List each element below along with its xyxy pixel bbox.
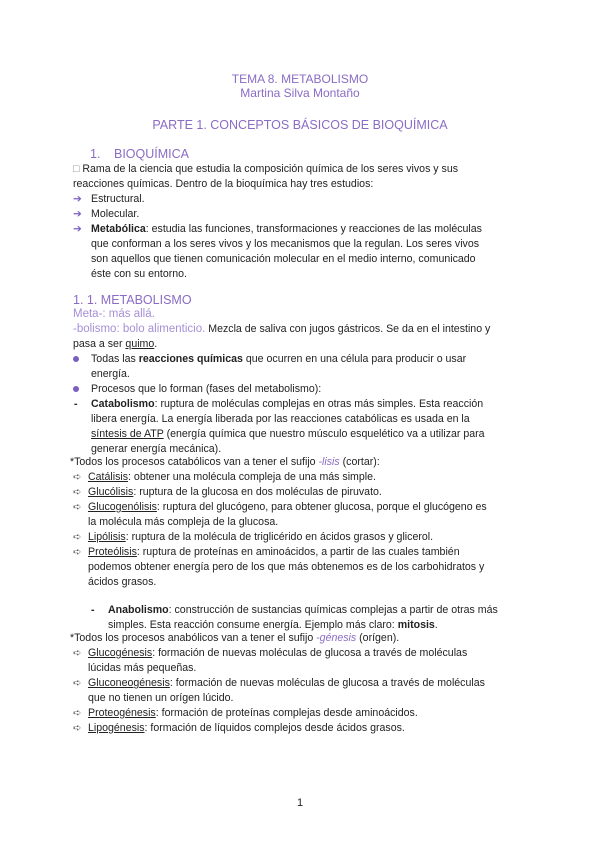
catabolismo-line2: libera energía. La energía liberada por las reacciones catabólicas es usada en la (91, 413, 470, 425)
list-item-estructural: ➔ Estructural. (73, 193, 145, 205)
section-number: 1. (90, 147, 101, 161)
meta-definition: Meta-: más allá. (73, 308, 155, 320)
intro-paragraph-line1: □ Rama de la ciencia que estudia la composición química de los seres vivos y sus (73, 163, 459, 175)
item-proteogenesis: ➪ Proteogénesis: formación de proteínas complejas desde aminoácidos. (73, 707, 418, 719)
page-number: 1 (296, 797, 304, 809)
section-title: BIOQUÍMICA (114, 147, 190, 161)
metabolica-line4: éste con su entorno. (91, 268, 187, 280)
item-catalisis: ➪ Catálisis: obtener una molécula compleja de una más simple. (73, 471, 376, 483)
item-gluconeogenesis: ➪ Gluconeogénesis: formación de nuevas moléculas de glucosa a través de moléculas (73, 677, 485, 689)
dot-item-procesos: Procesos que lo forman (fases del metabolismo): (91, 382, 526, 397)
genesis-note: *Todos los procesos anabólicos van a tener el sufijo -génesis (orígen). (70, 632, 400, 644)
item-glucogenesis: ➪ Glucogénesis: formación de nuevas moléculas de glucosa a través de moléculas (73, 647, 468, 659)
metabolica-line3: son aquellos que tienen comunicación molecular en el medio interno, comunicado (91, 253, 476, 265)
item-glucogenolisis: ➪ Glucogenólisis: ruptura del glucógeno, para obtener glucosa, porque el glucógeno es (73, 501, 487, 513)
curved-arrow-icon: ➪ (73, 502, 82, 513)
curved-arrow-icon: ➪ (73, 708, 82, 719)
item-glucogenesis-line2: lúcidas más pequeñas. (88, 662, 197, 674)
list-item-molecular: ➔ Molecular. (73, 208, 140, 220)
item-gluconeogenesis-line2: que no tienen un orígen lúcido. (88, 692, 234, 704)
curved-arrow-icon: ➪ (73, 547, 82, 558)
anabolismo-line2: simples. Esta reacción consume energía. Ejemplo más claro: mitosis. (108, 619, 438, 631)
curved-arrow-icon: ➪ (73, 472, 82, 483)
curved-arrow-icon: ➪ (73, 723, 82, 734)
document-title: TEMA 8. METABOLISMO (231, 72, 369, 86)
item-glucogenolisis-line2: la molécula más compleja de la glucosa. (88, 516, 279, 528)
metabolica-line2: que conforman a los seres vivos y los mecanismos que la regulan. Los seres vivos (91, 238, 480, 250)
catabolismo-line1: - Catabolismo: ruptura de moléculas complejas en otras más simples. Esta reacción (74, 398, 484, 410)
curved-arrow-icon: ➪ (73, 678, 82, 689)
intro-paragraph-line2: reacciones químicas. Dentro de la bioquímica hay tres estudios: (73, 178, 374, 190)
item-lipolisis: ➪ Lipólisis: ruptura de la molécula de triglicérido en ácidos grasos y glicerol. (73, 531, 434, 543)
catabolismo-line4: generar energía mecánica). (91, 443, 222, 455)
curved-arrow-icon: ➪ (73, 648, 82, 659)
item-proteolisis-line2: podemos obtener energía pero de los que más obtenemos es de los carbohidratos y (88, 561, 485, 573)
dash-icon: - (74, 398, 78, 410)
curved-arrow-icon: ➪ (73, 487, 82, 498)
item-glucolisis: ➪ Glucólisis: ruptura de la glucosa en dos moléculas de piruvato. (73, 486, 382, 498)
lisis-note: *Todos los procesos catabólicos van a tener el sufijo -lisis (cortar): (70, 456, 380, 468)
dot-item-reacciones-line2: energía. (91, 368, 130, 380)
bolismo-line1: -bolismo: bolo alimenticio. Mezcla de saliva con jugos gástricos. Se da en el intestino y (73, 323, 491, 335)
document-author: Martina Silva Montaño (240, 86, 360, 100)
item-proteolisis: ➪ Proteólisis: ruptura de proteínas en aminoácidos, a partir de las cuales también (73, 546, 460, 558)
arrow-icon: ➔ (73, 208, 82, 220)
catabolismo-line3: síntesis de ATP (energía química que nuestro músculo esquelético va a utilizar para (91, 428, 485, 440)
dash-icon: - (91, 604, 95, 616)
section-heading-bioquimica (90, 147, 189, 162)
bullet-dot-icon (73, 356, 79, 362)
arrow-icon: ➔ (73, 223, 82, 235)
arrow-icon: ➔ (73, 193, 82, 205)
anabolismo-line1: - Anabolismo: construcción de sustancias químicas complejas a partir de otras más (91, 604, 498, 616)
bullet-dot-icon (73, 386, 79, 392)
list-item-metabolica: ➔ Metabólica: estudia las funciones, transformaciones y reacciones de las moléculas (73, 223, 482, 235)
part-title: PARTE 1. CONCEPTOS BÁSICOS DE BIOQUÍMICA (152, 118, 448, 132)
item-proteolisis-line3: ácidos grasos. (88, 576, 157, 588)
curved-arrow-icon: ➪ (73, 532, 82, 543)
bolismo-line2: pasa a ser quimo. (73, 338, 158, 350)
subsection-heading-metabolismo: 1. 1. METABOLISMO (73, 293, 192, 307)
checkbox-marker-icon: □ (73, 163, 80, 175)
dot-item-reacciones: Todas las reacciones químicas que ocurren en una célula para producir o usar (91, 352, 526, 367)
item-lipogenesis: ➪ Lipogénesis: formación de líquidos complejos desde ácidos grasos. (73, 722, 405, 734)
